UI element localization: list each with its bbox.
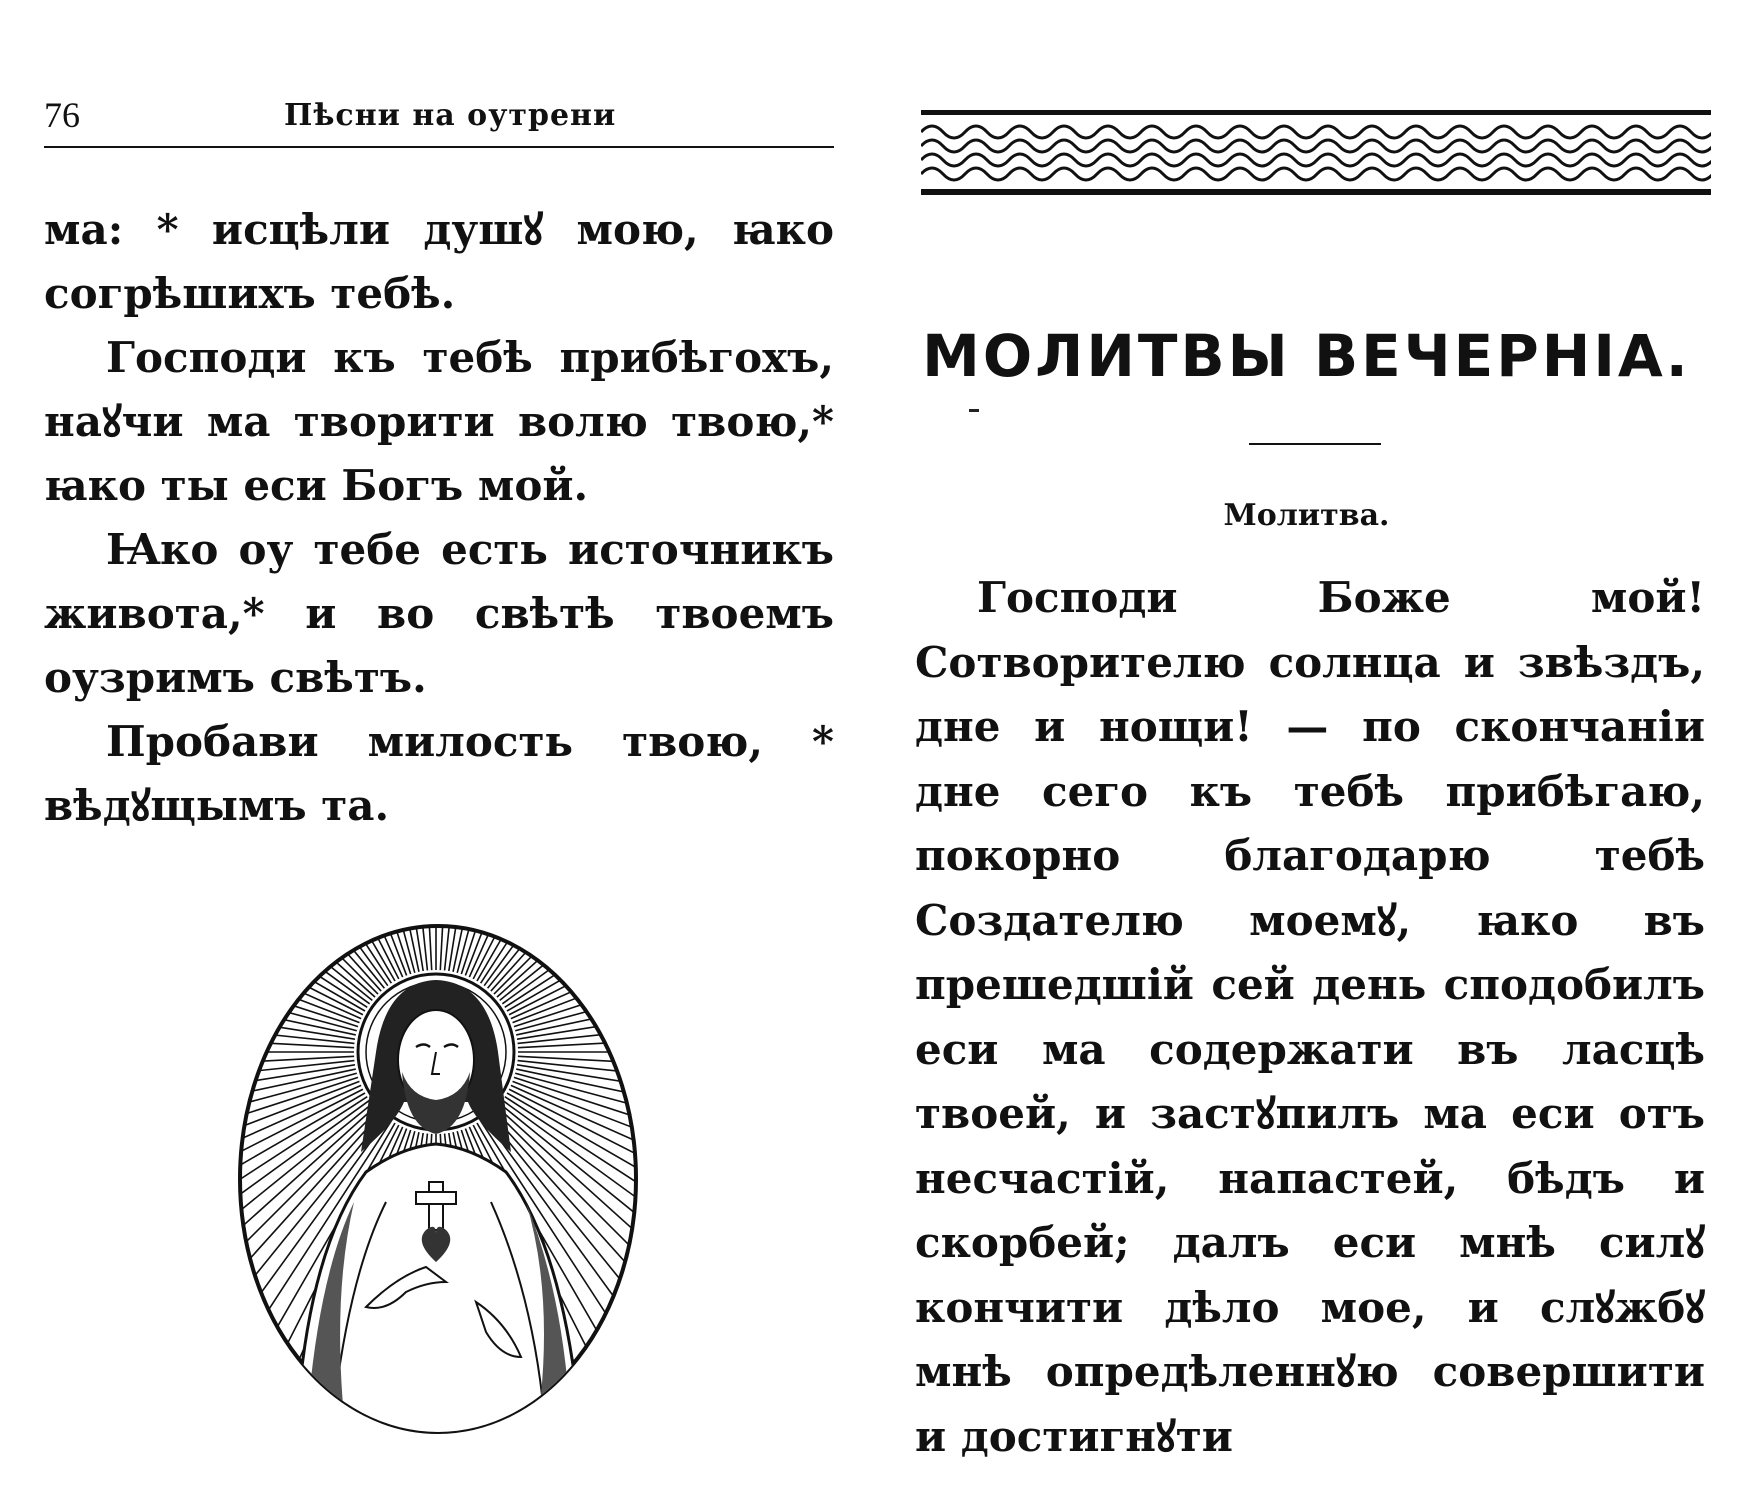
paragraph: Ꙗко оу тебе есть источникъ живота,* и во свѣтѣ твоемъ оузримъ свѣтъ. bbox=[44, 525, 834, 702]
prayer-subtitle: Молитва. bbox=[1223, 498, 1390, 533]
page-number: 76 bbox=[44, 95, 80, 135]
right-text-block bbox=[915, 566, 1705, 1469]
paragraph: Господи къ тебѣ прибѣгохъ, наꙋчи ма творити волю твою,* ꙗко ты еси Богъ мой. bbox=[44, 333, 834, 510]
running-head bbox=[44, 90, 834, 148]
prayer-text: Господи Боже мой! Сотворителю солнца и звѣздъ, дне и нощи! — по скончаніи дне сего къ тебѣ прибѣгаю, покорно благодарю тебѣ Создателю моемꙋ, ꙗко въ прешедшій сей день сподобилъ еси ма содержати въ ласцѣ твоей, и застꙋпилъ ма еси отъ несчастій, напастей, бѣдъ и скорбей; далъ еси мнѣ силꙋ кончити дѣло мое, и слꙋжбꙋ мнѣ опредѣленнꙋю совершити и достигнꙋти bbox=[915, 573, 1705, 1461]
sacred-heart-engraving-icon bbox=[236, 922, 640, 1436]
title-divider bbox=[1249, 443, 1381, 445]
paragraph: Пробави милость твою, * вѣдꙋщымъ та. bbox=[44, 717, 834, 830]
prayer-section-title: МОЛИТВЫ ВЕЧЕРНІА. bbox=[922, 322, 1691, 390]
paragraph: ма: * исцѣли душꙋ мою, ꙗко согрѣшихъ тебѣ. bbox=[44, 205, 834, 318]
running-title: Пѣсни на оутрени bbox=[284, 98, 617, 133]
wave-ornament-icon bbox=[921, 110, 1711, 196]
right-page bbox=[871, 0, 1742, 1500]
left-text-block bbox=[44, 198, 834, 838]
ink-mark bbox=[969, 409, 979, 412]
